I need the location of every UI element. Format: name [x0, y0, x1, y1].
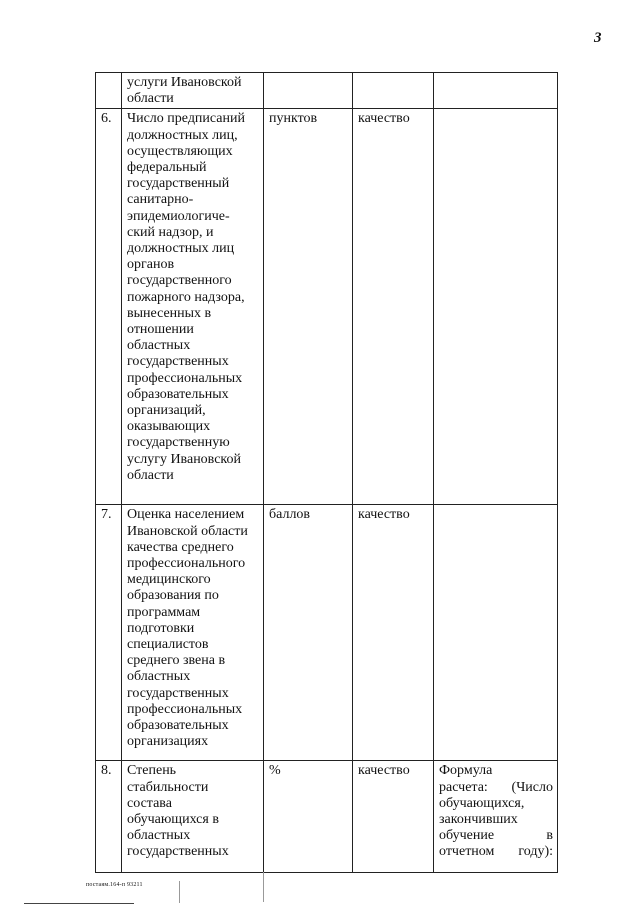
- method-word: обучающихся,: [439, 795, 525, 811]
- indicator-cell: [122, 109, 264, 505]
- method-word: расчета:: [439, 779, 488, 795]
- indicator-type-cell: [353, 73, 434, 109]
- table-row: [96, 109, 558, 505]
- scan-mark: [263, 872, 264, 902]
- row-number-cell-text: 8.: [101, 763, 112, 779]
- indicator-cell: [122, 761, 264, 873]
- indicator-type-cell-text: качество: [358, 763, 410, 779]
- indicator-cell: [122, 505, 264, 761]
- indicator-cell: [122, 73, 264, 109]
- method-line: [439, 812, 553, 828]
- method-word: отчетном: [439, 844, 495, 860]
- footer-document-code: постаям.164-п 93211: [86, 882, 143, 888]
- scan-mark: [179, 881, 180, 903]
- indicator-type-cell-text: качество: [358, 111, 410, 127]
- unit-cell: [264, 761, 353, 873]
- row-number-cell-text: 6.: [101, 111, 112, 127]
- method-line: [439, 828, 553, 844]
- indicator-cell-text: Число предписаний должностных лиц, осуществляющих федеральный государственный санитарно- эпидемиологиче- ский надзор, и должностных лиц органов государственного пожарного надзора, вынесенных в отношении областных государственных профессиональных образовательных организаций, оказывающих государственную услугу Ивановской области: [127, 111, 245, 483]
- indicator-cell-text: услуги Ивановской области: [127, 75, 242, 107]
- footer-line: [24, 903, 134, 904]
- method-word: в: [546, 828, 553, 844]
- indicators-table: [95, 72, 558, 873]
- row-number-cell: [96, 73, 122, 109]
- method-word: обучение: [439, 828, 495, 844]
- row-number-cell: [96, 761, 122, 873]
- row-number-cell: [96, 109, 122, 505]
- unit-cell: [264, 505, 353, 761]
- calculation-method-cell: [434, 761, 558, 873]
- table-row: [96, 505, 558, 761]
- method-line: [439, 780, 553, 796]
- calculation-method-cell: [434, 73, 558, 109]
- calculation-method-cell: [434, 109, 558, 505]
- indicator-type-cell: [353, 505, 434, 761]
- unit-cell: [264, 73, 353, 109]
- method-word: закончивших: [439, 812, 518, 828]
- method-word: (Число: [511, 779, 553, 795]
- calculation-method-cell: [434, 505, 558, 761]
- table-row: [96, 73, 558, 109]
- unit-cell-text: баллов: [269, 507, 311, 523]
- indicator-type-cell: [353, 761, 434, 873]
- indicator-cell-text: Степень стабильности состава обучающихся в областных государственных: [127, 763, 229, 860]
- unit-cell: [264, 109, 353, 505]
- indicator-cell-text: Оценка населением Ивановской области качества среднего профессионального медицинского образования по программам подготовки специалистов среднего звена в областных государственных профессиональных образовательных организациях: [127, 507, 248, 750]
- unit-cell-text: пунктов: [269, 111, 318, 127]
- indicator-type-cell: [353, 109, 434, 505]
- indicator-type-cell-text: качество: [358, 507, 410, 523]
- method-line: [439, 796, 553, 812]
- method-line: [439, 763, 553, 779]
- method-word: Формула: [439, 763, 493, 779]
- row-number-cell-text: 7.: [101, 507, 112, 523]
- page-number: 3: [594, 30, 602, 46]
- method-line: [439, 844, 553, 860]
- unit-cell-text: %: [269, 763, 281, 779]
- row-number-cell: [96, 505, 122, 761]
- table-row: [96, 761, 558, 873]
- method-word: году):: [518, 844, 553, 860]
